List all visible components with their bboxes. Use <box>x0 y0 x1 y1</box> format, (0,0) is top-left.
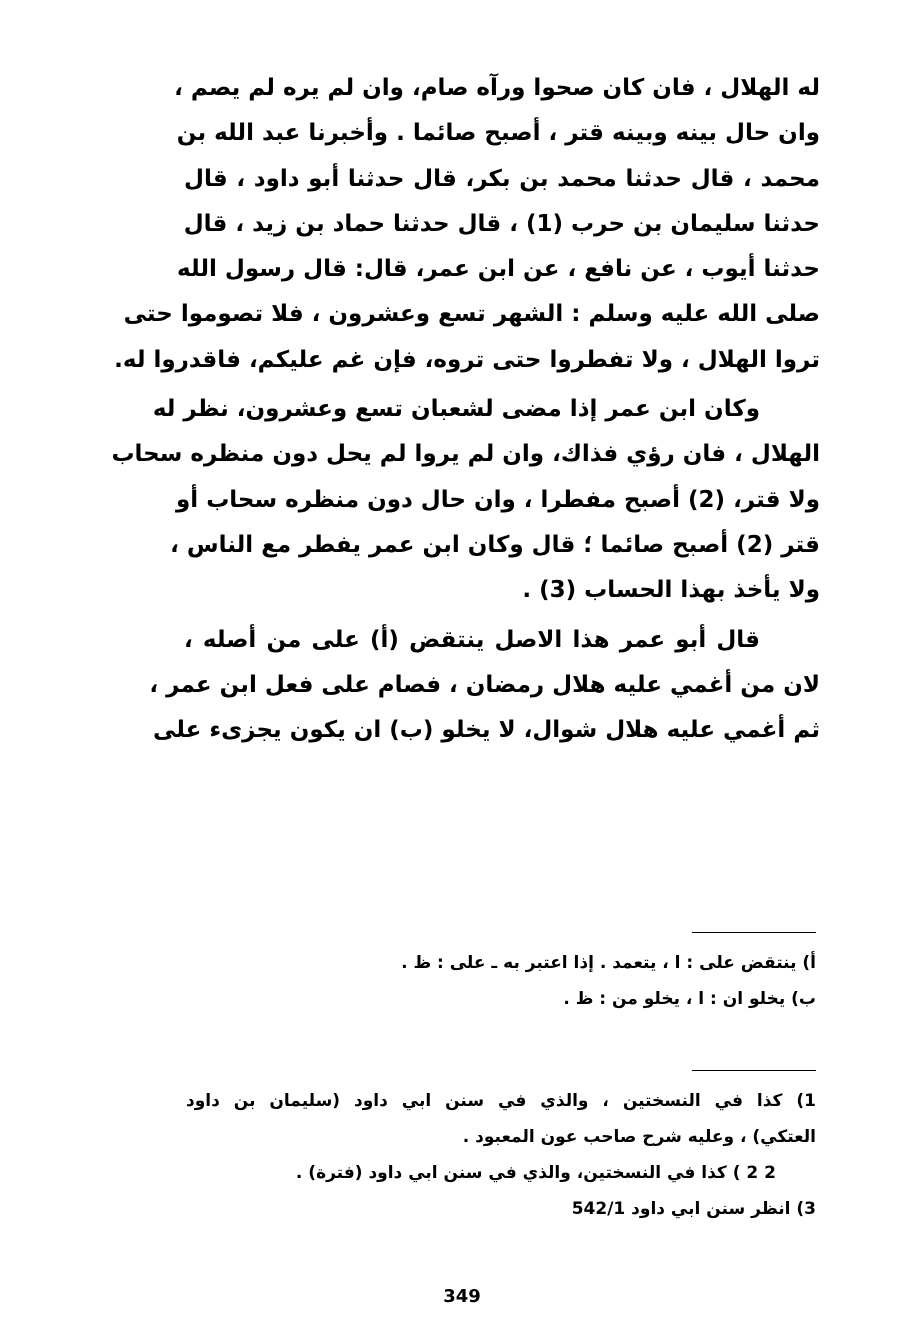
text-line: الهلال ، فان رؤي فذاك، وان لم يروا لم يحل دون منظره سحاب <box>111 441 820 468</box>
text-line: وكان ابن عمر إذا مضى لشعبان تسع وعشرون، نظر له <box>152 396 760 423</box>
footnote: 1) كذا في النسختين ، والذي في سنن ابي داود (سليمان بن داود <box>186 1091 816 1111</box>
footnote: 2 2 ) كذا في النسختين، والذي في سنن ابي داود (فترة) . <box>295 1163 776 1183</box>
text-line: له الهلال ، فان كان صحوا ورآه صام، وان لم يره لم يصم ، <box>174 75 820 101</box>
text-line: تروا الهلال ، ولا تفطروا حتى تروه، فإن غم عليكم، فاقدروا له. <box>114 346 820 373</box>
text-line: قتر (2) أصبح صائما ؛ قال وكان ابن عمر يفطر مع الناس ، <box>170 531 820 558</box>
footnote: العتكي) ، وعليه شرح صاحب عون المعبود . <box>462 1127 816 1147</box>
text-line: ولا قتر، (2) أصبح مفطرا ، وان حال دون منظره سحاب أو <box>176 486 820 513</box>
variant-note: أ) ينتقض على : ا ، يتعمد . إذا اعتبر به ـ على : ظ . <box>401 953 816 973</box>
footnote: 3) انظر سنن ابي داود 542/1 <box>571 1199 816 1219</box>
paragraph-3 <box>149 618 820 754</box>
text-line: حدثنا سليمان بن حرب (1) ، قال حدثنا حماد بن زيد ، قال <box>183 210 820 237</box>
variant-notes-separator <box>692 932 816 933</box>
text-line: وان حال بينه وبينه قتر ، أصبح صائما . وأخبرنا عبد الله بن <box>176 120 820 147</box>
main-text <box>111 66 820 753</box>
text-line: صلى الله عليه وسلم : الشهر تسع وعشرون ، فلا تصوموا حتى <box>123 301 820 328</box>
footnotes <box>186 1083 816 1227</box>
paragraph-1 <box>114 66 820 383</box>
variant-note: ب) يخلو ان : ا ، يخلو من : ظ . <box>563 989 816 1009</box>
page-number: 349 <box>443 1286 481 1307</box>
text-line: قال أبو عمر هذا الاصل ينتقض (أ) على من أصله ، <box>184 626 760 653</box>
variant-notes <box>401 945 816 1017</box>
text-line: محمد ، قال حدثنا محمد بن بكر، قال حدثنا أبو داود ، قال <box>184 165 820 192</box>
text-line: ولا يأخذ بهذا الحساب (3) . <box>522 577 820 604</box>
text-line: حدثنا أيوب ، عن نافع ، عن ابن عمر، قال: قال رسول الله <box>177 256 820 283</box>
text-line: لان من أغمي عليه هلال رمضان ، فصام على فعل ابن عمر ، <box>149 671 820 698</box>
paragraph-2 <box>111 387 820 613</box>
footnotes-separator <box>692 1070 816 1071</box>
text-line: ثم أغمي عليه هلال شوال، لا يخلو (ب) ان يكون يجزىء على <box>152 717 820 744</box>
